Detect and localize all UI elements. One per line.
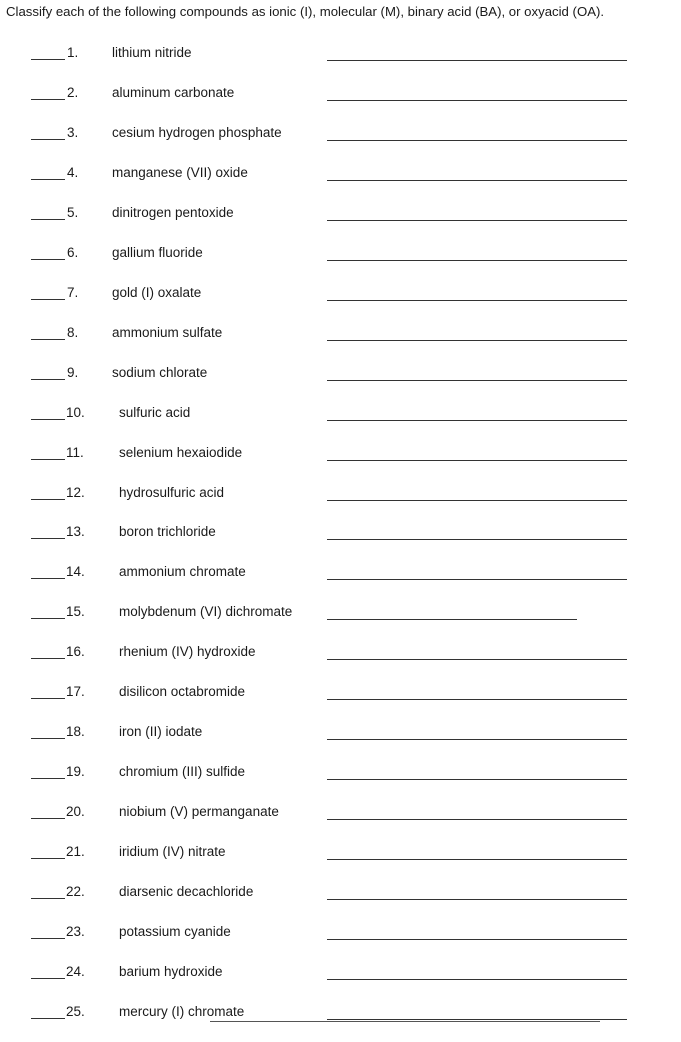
formula-answer-line[interactable] bbox=[327, 819, 627, 820]
compound-item bbox=[0, 443, 681, 483]
compound-name: ammonium chromate bbox=[119, 564, 246, 580]
formula-answer-line[interactable] bbox=[327, 300, 627, 301]
page-bottom-rule bbox=[210, 1021, 600, 1022]
compound-item bbox=[0, 243, 681, 283]
compound-item bbox=[0, 522, 681, 562]
formula-answer-line[interactable] bbox=[327, 500, 627, 501]
compound-name: niobium (V) permanganate bbox=[119, 804, 279, 820]
compound-name: lithium nitride bbox=[112, 45, 192, 60]
classification-blank[interactable] bbox=[31, 139, 65, 140]
formula-answer-line[interactable] bbox=[327, 779, 627, 780]
formula-answer-line[interactable] bbox=[327, 220, 627, 221]
classification-blank[interactable] bbox=[31, 499, 65, 500]
formula-answer-line[interactable] bbox=[327, 180, 627, 181]
item-number: 22. bbox=[66, 884, 85, 899]
compound-name: diarsenic decachloride bbox=[119, 884, 254, 899]
item-number: 3. bbox=[67, 124, 79, 140]
compound-item bbox=[0, 642, 681, 682]
item-number: 5. bbox=[67, 204, 79, 220]
formula-answer-line[interactable] bbox=[327, 699, 627, 700]
compound-name: gold (I) oxalate bbox=[112, 284, 202, 300]
formula-answer-line[interactable] bbox=[327, 659, 627, 660]
classification-blank[interactable] bbox=[31, 618, 65, 619]
item-number: 19. bbox=[66, 764, 85, 780]
classification-blank[interactable] bbox=[31, 339, 65, 340]
item-number: 17. bbox=[66, 684, 85, 700]
compound-name: mercury (I) chromate bbox=[119, 1003, 245, 1019]
classification-blank[interactable] bbox=[31, 299, 65, 300]
compound-name: iridium (IV) nitrate bbox=[119, 844, 226, 859]
compound-name: ammonium sulfate bbox=[112, 324, 223, 340]
item-number: 21. bbox=[66, 844, 85, 859]
classification-blank[interactable] bbox=[31, 538, 65, 539]
formula-answer-line[interactable] bbox=[327, 100, 627, 101]
compound-item bbox=[0, 882, 681, 922]
compound-item bbox=[0, 203, 681, 243]
compound-item bbox=[0, 602, 681, 642]
compound-item bbox=[0, 562, 681, 602]
compound-name: gallium fluoride bbox=[112, 244, 203, 260]
compound-name: sulfuric acid bbox=[119, 404, 191, 420]
item-number: 9. bbox=[67, 364, 79, 380]
classification-blank[interactable] bbox=[31, 219, 65, 220]
item-number: 16. bbox=[66, 644, 85, 660]
compound-item bbox=[0, 962, 681, 1002]
item-number: 14. bbox=[66, 564, 85, 580]
compound-item bbox=[0, 83, 681, 123]
formula-answer-line[interactable] bbox=[327, 1019, 627, 1020]
compound-item bbox=[0, 323, 681, 363]
item-number: 20. bbox=[66, 804, 85, 820]
compound-name: chromium (III) sulfide bbox=[119, 764, 246, 780]
formula-answer-line[interactable] bbox=[327, 899, 627, 900]
classification-blank[interactable] bbox=[31, 778, 65, 779]
formula-answer-line[interactable] bbox=[327, 539, 627, 540]
compound-name: dinitrogen pentoxide bbox=[112, 204, 234, 220]
formula-answer-line[interactable] bbox=[327, 579, 627, 580]
formula-answer-line[interactable] bbox=[327, 979, 627, 980]
item-number: 2. bbox=[67, 85, 79, 100]
classification-blank[interactable] bbox=[31, 459, 65, 460]
compound-item bbox=[0, 682, 681, 722]
classification-blank[interactable] bbox=[31, 898, 65, 899]
compound-item bbox=[0, 123, 681, 163]
item-number: 15. bbox=[66, 604, 85, 620]
classification-blank[interactable] bbox=[31, 818, 65, 819]
classification-blank[interactable] bbox=[31, 1018, 65, 1019]
item-number: 6. bbox=[67, 244, 79, 260]
item-number: 7. bbox=[67, 284, 79, 300]
item-number: 8. bbox=[67, 324, 79, 340]
item-number: 10. bbox=[66, 404, 85, 420]
item-number: 25. bbox=[66, 1003, 85, 1019]
compound-item bbox=[0, 483, 681, 523]
compound-name: sodium chlorate bbox=[112, 364, 208, 380]
compound-name: boron trichloride bbox=[119, 524, 216, 540]
compound-item bbox=[0, 802, 681, 842]
compound-item bbox=[0, 722, 681, 762]
compound-item bbox=[0, 363, 681, 403]
item-number: 24. bbox=[66, 963, 85, 979]
compound-name: hydrosulfuric acid bbox=[119, 484, 225, 500]
formula-answer-line[interactable] bbox=[327, 60, 627, 61]
classification-blank[interactable] bbox=[31, 938, 65, 939]
compound-item bbox=[0, 403, 681, 443]
instructions-text: Classify each of the following compounds as ionic (I), molecular (M), binary acid (BA), or oxyacid (OA). bbox=[6, 4, 605, 19]
classification-blank[interactable] bbox=[31, 179, 65, 180]
formula-answer-line[interactable] bbox=[327, 380, 627, 381]
classification-blank[interactable] bbox=[31, 578, 65, 579]
compound-name: disilicon octabromide bbox=[119, 684, 246, 700]
classification-blank[interactable] bbox=[31, 698, 65, 699]
classification-blank[interactable] bbox=[31, 978, 65, 979]
classification-blank[interactable] bbox=[31, 858, 65, 859]
compound-item bbox=[0, 283, 681, 323]
formula-answer-line[interactable] bbox=[327, 260, 627, 261]
formula-answer-line[interactable] bbox=[327, 619, 577, 620]
classification-blank[interactable] bbox=[31, 99, 65, 100]
compound-item bbox=[0, 842, 681, 882]
formula-answer-line[interactable] bbox=[327, 340, 627, 341]
classification-blank[interactable] bbox=[31, 419, 65, 420]
item-number: 18. bbox=[66, 724, 85, 740]
item-number: 1. bbox=[67, 45, 79, 60]
classification-blank[interactable] bbox=[31, 259, 65, 260]
formula-answer-line[interactable] bbox=[327, 939, 627, 940]
formula-answer-line[interactable] bbox=[327, 460, 627, 461]
classification-blank[interactable] bbox=[31, 658, 65, 659]
item-number: 23. bbox=[66, 923, 85, 939]
compound-name: cesium hydrogen phosphate bbox=[112, 124, 282, 140]
formula-answer-line[interactable] bbox=[327, 739, 627, 740]
compound-item bbox=[0, 762, 681, 802]
item-number: 12. bbox=[66, 484, 85, 500]
compound-item bbox=[0, 163, 681, 203]
classification-blank[interactable] bbox=[31, 379, 65, 380]
compound-name: selenium hexaiodide bbox=[119, 444, 243, 460]
compound-item bbox=[0, 922, 681, 962]
item-number: 11. bbox=[66, 444, 84, 460]
formula-answer-line[interactable] bbox=[327, 859, 627, 860]
formula-answer-line[interactable] bbox=[327, 140, 627, 141]
compound-name: potassium cyanide bbox=[119, 923, 231, 939]
compound-name: molybdenum (VI) dichromate bbox=[119, 604, 293, 620]
compound-name: rhenium (IV) hydroxide bbox=[119, 644, 256, 660]
compound-name: barium hydroxide bbox=[119, 963, 223, 979]
compound-item bbox=[0, 43, 681, 83]
item-number: 13. bbox=[66, 524, 85, 540]
item-number: 4. bbox=[67, 164, 79, 180]
compound-name: iron (II) iodate bbox=[119, 724, 203, 740]
classification-blank[interactable] bbox=[31, 59, 65, 60]
formula-answer-line[interactable] bbox=[327, 420, 627, 421]
compound-name: manganese (VII) oxide bbox=[112, 164, 248, 180]
compound-name: aluminum carbonate bbox=[112, 85, 235, 100]
classification-blank[interactable] bbox=[31, 738, 65, 739]
